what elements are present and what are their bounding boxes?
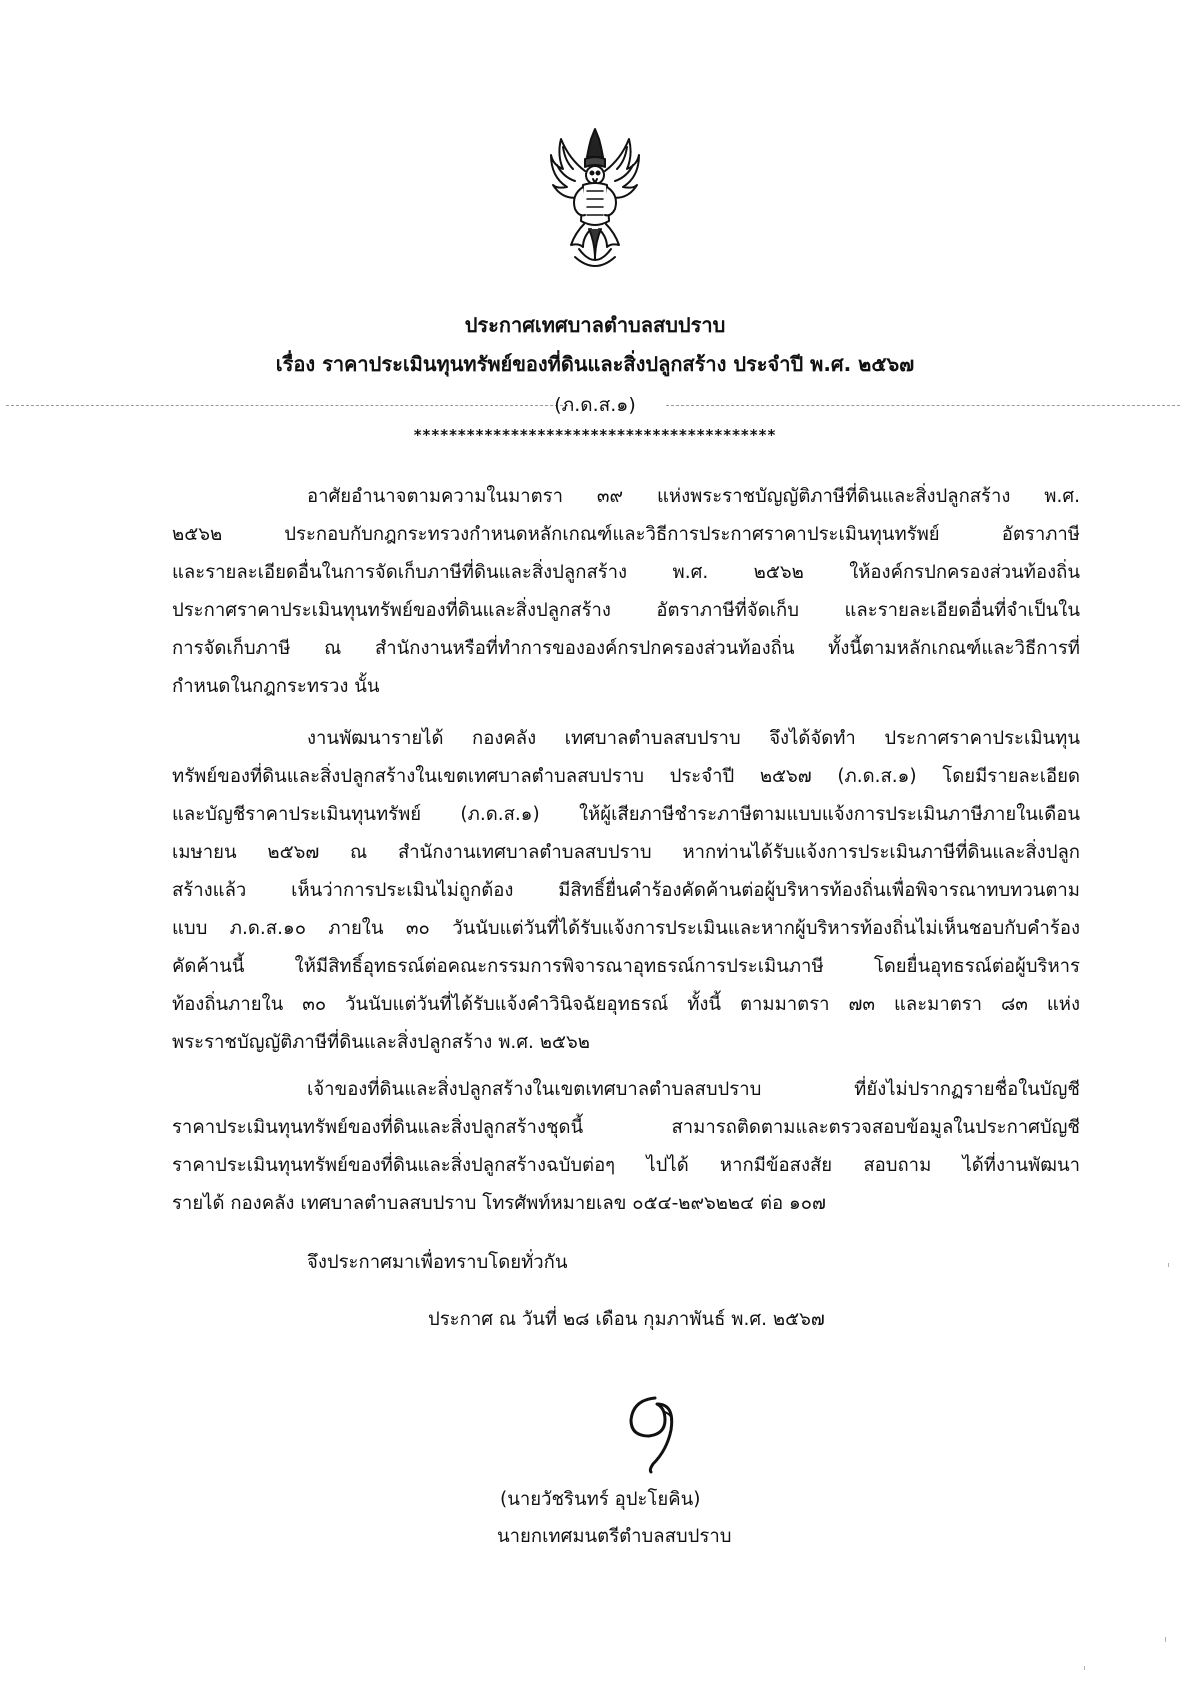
handwritten-signature-icon	[625, 1390, 689, 1474]
star-separator: *****************************************	[413, 426, 777, 444]
announcement-subject: เรื่อง ราคาประเมินทุนทรัพย์ของที่ดินและสิ่งปลูกสร้าง ประจำปี พ.ศ. ๒๕๖๗	[275, 352, 915, 376]
paragraph-owners	[172, 1071, 1080, 1223]
announcement-title: ประกาศเทศบาลตำบลสบปราบ	[464, 313, 726, 337]
form-code: (ภ.ด.ส.๑)	[554, 394, 636, 416]
paragraph-line: ท้องถิ่นภายใน ๓๐ วันนับแต่วันที่ได้รับแจ้งคำวินิจฉัยอุทธรณ์ ทั้งนี้ ตามมาตรา ๗๓ และมาตรา ๘๓ แห่ง	[172, 994, 1080, 1015]
paragraph-line: พระราชบัญญัติภาษีที่ดินและสิ่งปลูกสร้าง พ.ศ. ๒๕๖๒	[172, 1032, 590, 1053]
paragraph-line: ทรัพย์ของที่ดินและสิ่งปลูกสร้างในเขตเทศบาลตำบลสบปราบ ประจำปี ๒๕๖๗ (ภ.ด.ส.๑) โดยมีรายละเอียด	[172, 766, 1080, 787]
paragraph-line: และบัญชีราคาประเมินทุนทรัพย์ (ภ.ด.ส.๑) ให้ผู้เสียภาษีชำระภาษีตามแบบแจ้งการประเมินภาษีภายในเดือน	[172, 804, 1080, 825]
paragraph-line: รายได้ กองคลัง เทศบาลตำบลสบปราบ โทรศัพท์หมายเลข ๐๕๔-๒๙๖๒๒๔ ต่อ ๑๐๗	[172, 1193, 826, 1214]
paragraph-line: และรายละเอียดอื่นในการจัดเก็บภาษีที่ดินและสิ่งปลูกสร้าง พ.ศ. ๒๕๖๒ ให้องค์กรปกครองส่วนท้องถิ่น	[172, 562, 1080, 583]
garuda-emblem-icon	[549, 125, 641, 275]
paragraph-line: สร้างแล้ว เห็นว่าการประเมินไม่ถูกต้อง มีสิทธิ์ยื่นคำร้องคัดค้านต่อผู้บริหารท้องถิ่นเพื่อพิจารณาทบทวนตาม	[172, 880, 1080, 901]
scan-speck	[1168, 1263, 1169, 1267]
paragraph-line: คัดค้านนี้ ให้มีสิทธิ์อุทธรณ์ต่อคณะกรรมการพิจารณาอุทธรณ์การประเมินภาษี โดยยื่นอุทธรณ์ต่อผู้บริหาร	[172, 956, 1080, 977]
paragraph-line: กำหนดในกฎกระทรวง นั้น	[172, 676, 380, 697]
paragraph-line: เมษายน ๒๕๖๗ ณ สำนักงานเทศบาลตำบลสบปราบ หากท่านได้รับแจ้งการประเมินภาษีที่ดินและสิ่งปลูก	[172, 842, 1080, 863]
scan-speck	[1084, 1666, 1085, 1670]
dashed-divider-right	[666, 405, 1180, 406]
signer-position: นายกเทศมนตรีตำบลสบปราบ	[497, 1526, 732, 1547]
paragraph-authority	[172, 478, 1080, 706]
form-code-row	[0, 391, 1190, 421]
paragraph-line: การจัดเก็บภาษี ณ สำนักงานหรือที่ทำการขององค์กรปกครองส่วนท้องถิ่น ทั้งนี้ตามหลักเกณฑ์และวิธีการที่	[172, 638, 1080, 659]
paragraph-line: ราคาประเมินทุนทรัพย์ของที่ดินและสิ่งปลูกสร้างชุดนี้ สามารถติดตามและตรวจสอบข้อมูลในประกาศบัญชี	[172, 1117, 1080, 1138]
paragraph-line: ๒๕๖๒ ประกอบกับกฎกระทรวงกำหนดหลักเกณฑ์และวิธีการประกาศราคาประเมินทุนทรัพย์ อัตราภาษี	[172, 524, 1080, 545]
paragraph-line: ประกาศราคาประเมินทุนทรัพย์ของที่ดินและสิ่งปลูกสร้าง อัตราภาษีที่จัดเก็บ และรายละเอียดอื่นที่จำเป็นใน	[172, 600, 1080, 621]
announcement-date: ประกาศ ณ วันที่ ๒๘ เดือน กุมภาพันธ์ พ.ศ. ๒๕๖๗	[428, 1309, 825, 1330]
closing-statement: จึงประกาศมาเพื่อทราบโดยทั่วกัน	[307, 1252, 568, 1273]
paragraph-line: เจ้าของที่ดินและสิ่งปลูกสร้างในเขตเทศบาลตำบลสบปราบ ที่ยังไม่ปรากฏรายชื่อในบัญชี	[307, 1079, 1080, 1100]
paragraph-line: อาศัยอำนาจตามความในมาตรา ๓๙ แห่งพระราชบัญญัติภาษีที่ดินและสิ่งปลูกสร้าง พ.ศ.	[307, 486, 1080, 507]
paragraph-line: แบบ ภ.ด.ส.๑๐ ภายใน ๓๐ วันนับแต่วันที่ได้รับแจ้งการประเมินและหากผู้บริหารท้องถิ่นไม่เห็นชอบกับคำร้อง	[172, 918, 1080, 939]
scan-speck	[1165, 1637, 1166, 1642]
paragraph-line: ราคาประเมินทุนทรัพย์ของที่ดินและสิ่งปลูกสร้างฉบับต่อๆ ไปได้ หากมีข้อสงสัย สอบถาม ได้ที่งานพัฒนา	[172, 1155, 1080, 1176]
paragraph-line: งานพัฒนารายได้ กองคลัง เทศบาลตำบลสบปราบ จึงได้จัดทำ ประกาศราคาประเมินทุน	[307, 728, 1080, 749]
paragraph-announcement	[172, 720, 1080, 1062]
signer-name: (นายวัชรินทร์ อุปะโยคิน)	[500, 1489, 701, 1510]
